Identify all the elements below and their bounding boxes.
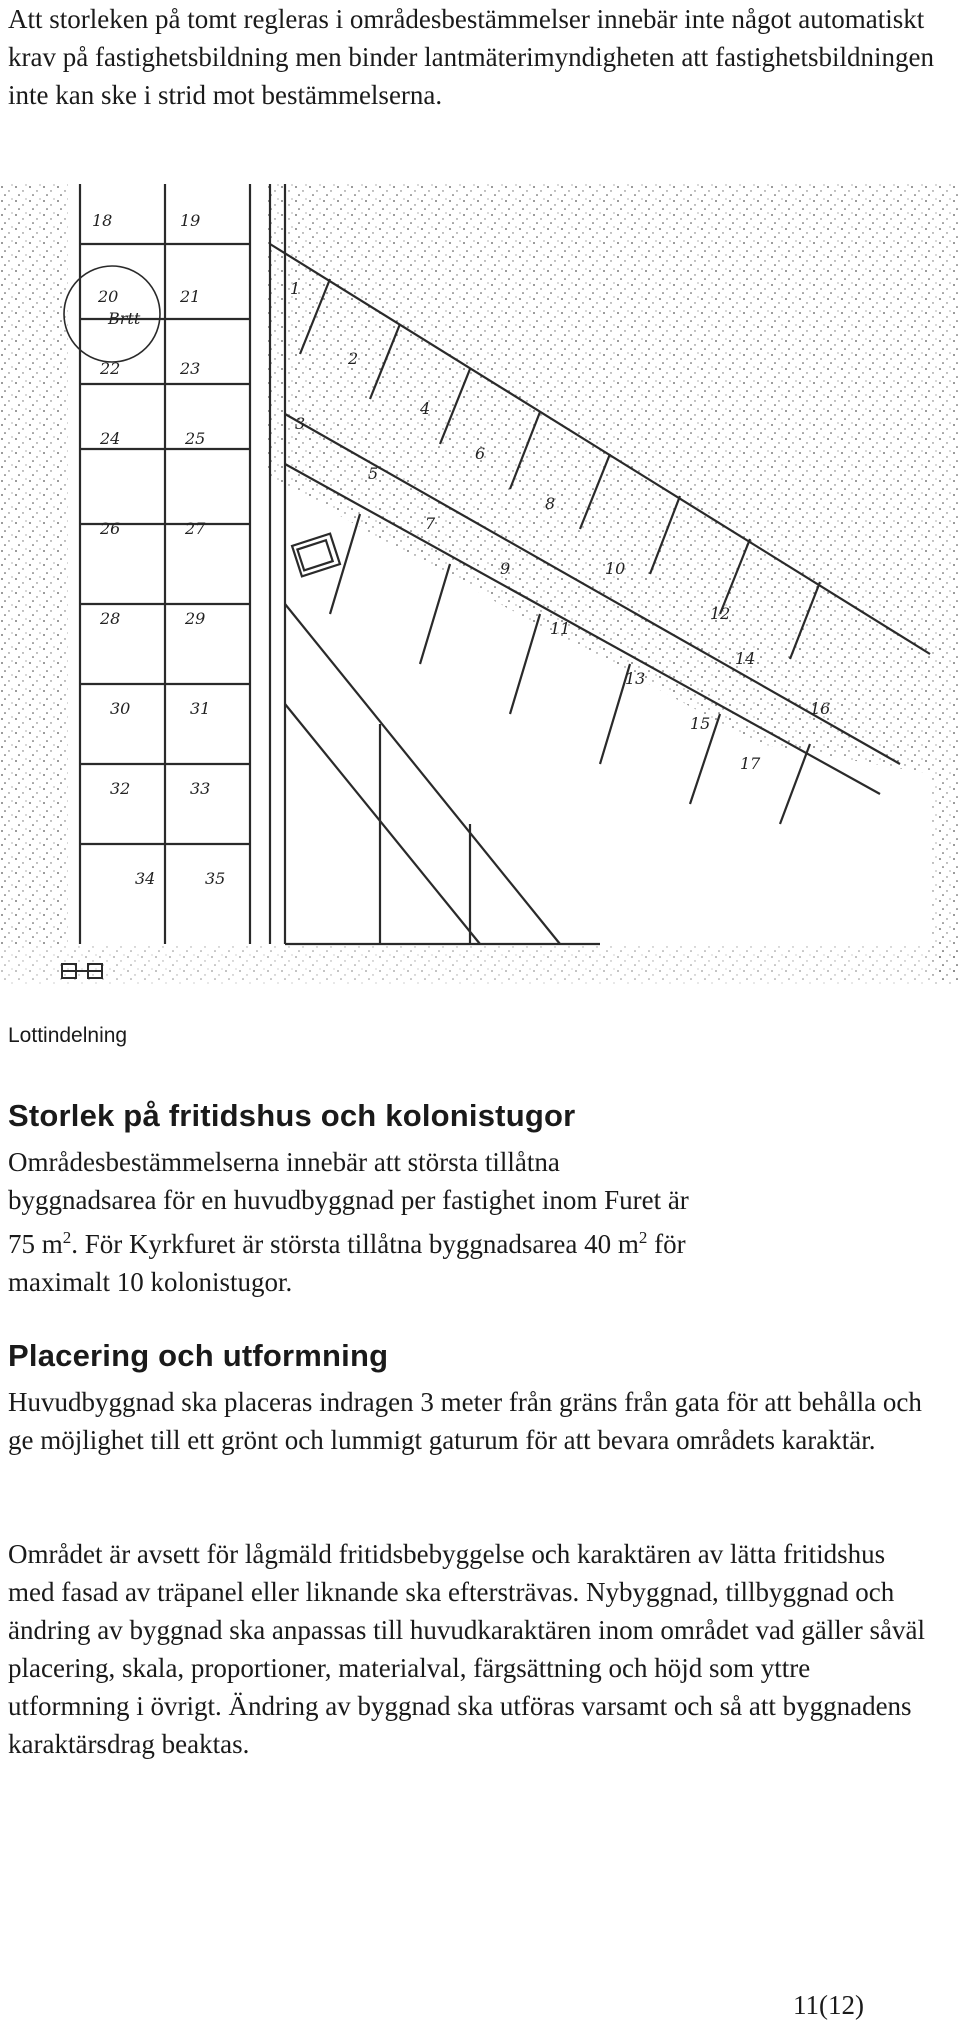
plot-label: Brtt <box>108 309 141 328</box>
plot-label: 23 <box>180 359 201 378</box>
placement-paragraph-2: Området är avsett för lågmäld fritidsbebyggelse och karaktären av lätta fritidshus med fasad av träpanel eller liknande ska eftersträvas. Nybyggnad, tillbyggnad och ändring av byggnad ska anpassas till huvudkaraktären inom området vad gäller såväl placering, skala, proportioner, materialval, färgsättning och höjd som yttre utformning i övrigt. Ändring av byggnad ska utföras varsamt och så att byggnadens karaktärsdrag beaktas. <box>8 1539 925 1759</box>
size-line-4: maximalt 10 kolonistugor. <box>8 1267 293 1297</box>
plot-label: 24 <box>100 429 121 448</box>
plot-label: 15 <box>690 714 711 733</box>
plot-label: 18 <box>92 211 113 230</box>
plot-label: 13 <box>625 669 646 688</box>
size-value-75: 75 m <box>8 1229 63 1259</box>
plot-label: 32 <box>110 779 131 798</box>
plot-label: 4 <box>420 399 431 418</box>
plot-label: 30 <box>110 699 131 718</box>
superscript-2: 2 <box>638 1228 648 1247</box>
plot-label: 5 <box>368 464 379 483</box>
size-line-1: Områdesbestämmelserna innebär att största tillåtna <box>8 1147 560 1177</box>
plot-label: 33 <box>190 779 211 798</box>
page-number: 11(12) <box>793 1990 864 2020</box>
section-heading-size: Storlek på fritidshus och kolonistugor <box>8 1098 576 1133</box>
section-heading-placement: Placering och utformning <box>8 1338 389 1373</box>
plot-label: 26 <box>100 519 121 538</box>
size-text-kyrkfuret: . För Kyrkfuret är största tillåtna byggnadsarea 40 m <box>71 1229 639 1259</box>
superscript-2: 2 <box>62 1228 72 1247</box>
plot-label: 3 <box>295 414 306 433</box>
plot-label: 25 <box>185 429 206 448</box>
plot-label: 12 <box>710 604 731 623</box>
plot-label: 11 <box>550 619 571 638</box>
plot-label: 22 <box>100 359 121 378</box>
plot-label: 29 <box>185 609 206 628</box>
plot-label: 28 <box>100 609 121 628</box>
plot-label: 7 <box>425 514 436 533</box>
plot-label: 10 <box>605 559 626 578</box>
plot-label: 27 <box>185 519 206 538</box>
plot-map <box>0 184 960 984</box>
plot-label: 8 <box>545 494 556 513</box>
plot-label: 17 <box>740 754 761 773</box>
plot-label: 2 <box>348 349 359 368</box>
plot-label: 34 <box>135 869 156 888</box>
plot-label: 20 <box>98 287 119 306</box>
section-size-body <box>8 1143 938 1301</box>
size-line-3 <box>8 1219 938 1263</box>
intro-paragraph: Att storleken på tomt regleras i områdesbestämmelser innebär inte något automatiskt krav på fastighetsbildning men binder lantmäterimyndigheten att fastighetsbildningen inte kan ske i strid mot bestämmelserna. <box>8 4 935 110</box>
plot-label: 19 <box>180 211 201 230</box>
map-caption: Lottindelning <box>8 1024 128 1047</box>
plot-label: 21 <box>180 287 201 306</box>
size-line-2: byggnadsarea för en huvudbyggnad per fastighet inom Furet är <box>8 1185 689 1215</box>
plot-label: 9 <box>500 559 511 578</box>
plot-label: 6 <box>475 444 486 463</box>
plot-label: 35 <box>205 869 226 888</box>
placement-paragraph-1: Huvudbyggnad ska placeras indragen 3 meter från gräns från gata för att behålla och ge möjlighet till ett grönt och lummigt gaturum för att bevara områdets karaktär. <box>8 1387 922 1455</box>
plot-label: 16 <box>810 699 831 718</box>
plot-label: 1 <box>290 279 301 298</box>
plot-label: 31 <box>190 699 211 718</box>
size-text-for: för <box>647 1229 686 1259</box>
plot-label: 14 <box>735 649 756 668</box>
